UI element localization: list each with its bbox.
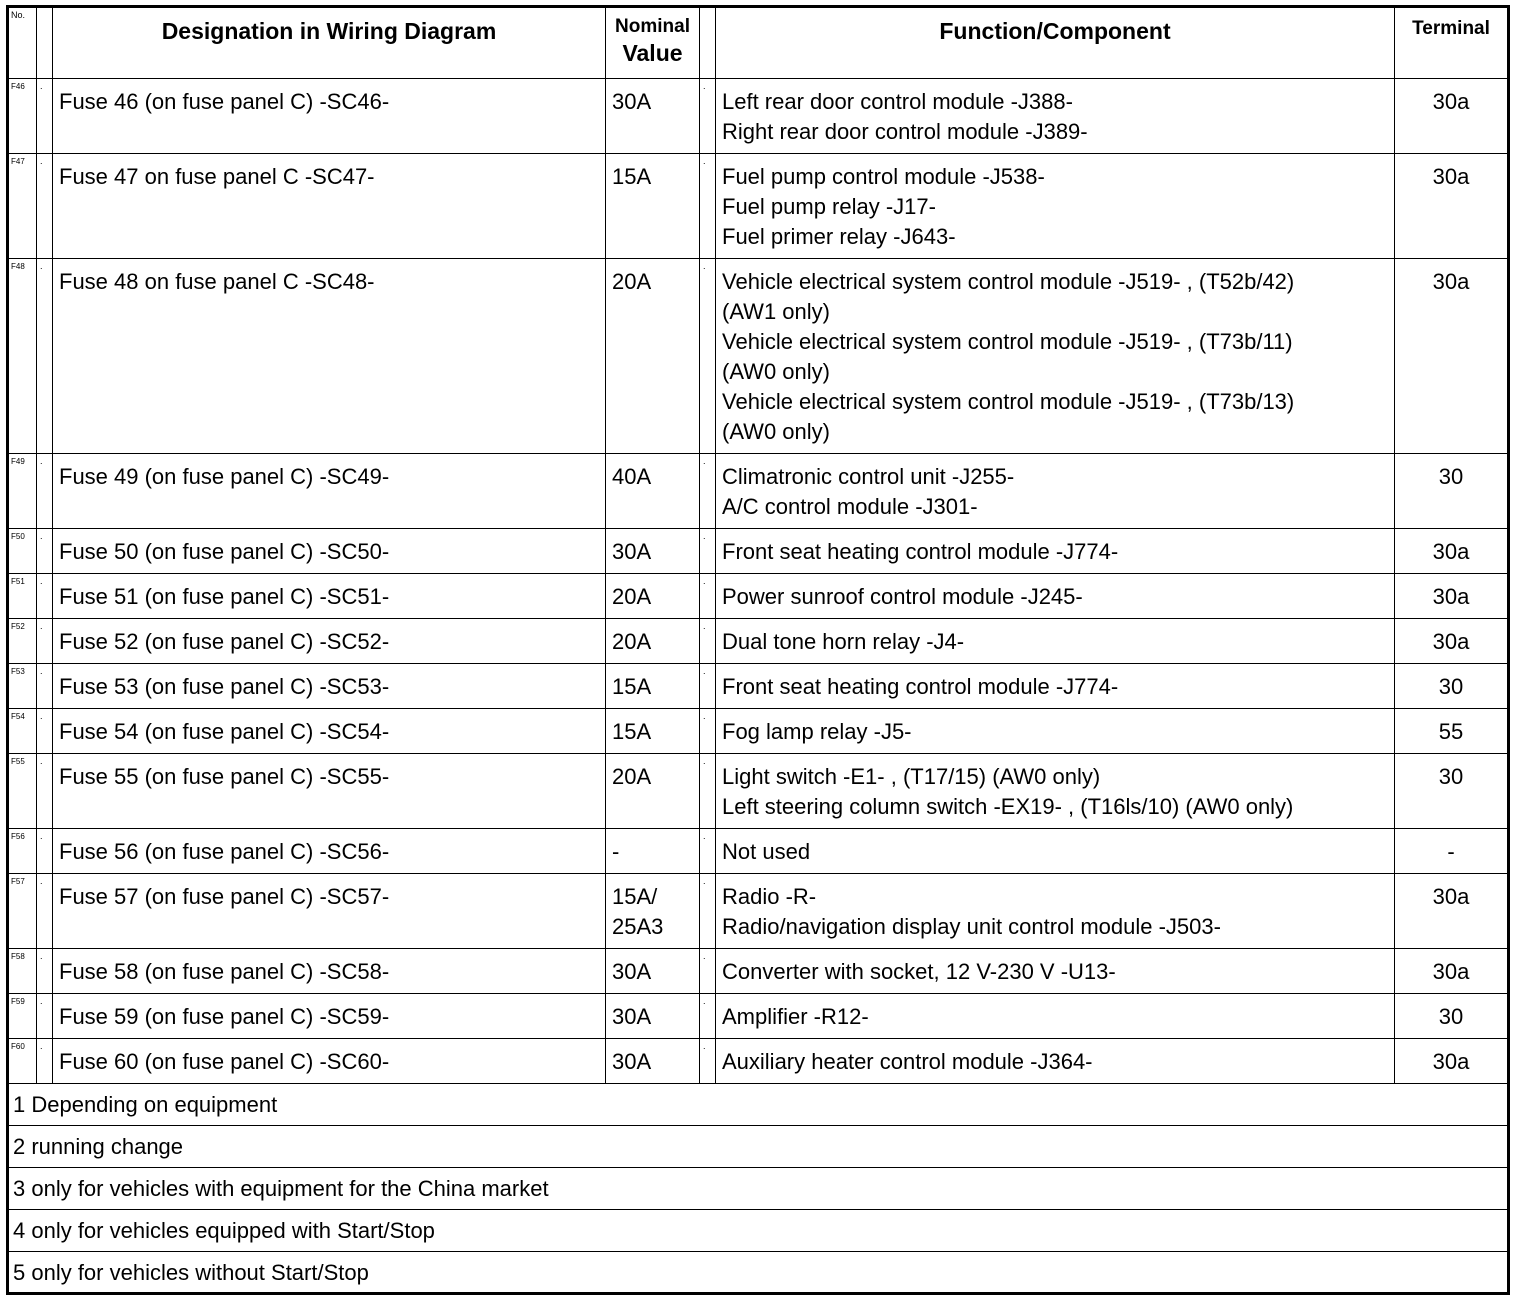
terminal-cell: 30 [1395, 994, 1509, 1039]
nominal-value-line: 30A [612, 959, 652, 984]
designation-cell: Fuse 55 (on fuse panel C) -SC55- [53, 754, 606, 829]
designation-cell: Fuse 51 (on fuse panel C) -SC51- [53, 574, 606, 619]
nominal-value-cell [606, 79, 700, 154]
function-line: Not used [722, 839, 811, 864]
function-line: Converter with socket, 12 V-230 V -U13- [722, 959, 1116, 984]
header-terminal: Terminal [1395, 7, 1509, 79]
table-row [8, 79, 1509, 154]
terminal-cell: 30a [1395, 529, 1509, 574]
fuse-number: F55 [8, 754, 37, 829]
function-line: Fuel pump relay -J17- [722, 194, 936, 219]
designation-cell: Fuse 53 (on fuse panel C) -SC53- [53, 664, 606, 709]
footnote: 4 only for vehicles equipped with Start/Stop [8, 1210, 1509, 1252]
designation-cell: Fuse 47 on fuse panel C -SC47- [53, 154, 606, 259]
designation-cell: Fuse 57 (on fuse panel C) -SC57- [53, 874, 606, 949]
terminal-cell: 30a [1395, 259, 1509, 454]
marker-cell: . [37, 874, 53, 949]
function-line: Power sunroof control module -J245- [722, 584, 1083, 609]
designation-cell: Fuse 48 on fuse panel C -SC48- [53, 259, 606, 454]
nominal-value-line: - [612, 839, 620, 864]
marker-cell: . [37, 994, 53, 1039]
function-line: Climatronic control unit -J255- [722, 464, 1015, 489]
footnote: 3 only for vehicles with equipment for the China market [8, 1168, 1509, 1210]
function-cell [716, 454, 1395, 529]
marker-cell: . [700, 754, 716, 829]
nominal-value-line: 20A [612, 764, 652, 789]
nominal-value-line: 15A [612, 674, 652, 699]
terminal-cell: 30 [1395, 454, 1509, 529]
function-line: Left steering column switch -EX19- , (T16ls/10) (AW0 only) [722, 794, 1294, 819]
nominal-value-cell [606, 949, 700, 994]
nominal-value-line: 15A [612, 719, 652, 744]
table-row [8, 1039, 1509, 1084]
nominal-value-line: 20A [612, 629, 652, 654]
table-row [8, 454, 1509, 529]
terminal-cell: 30 [1395, 754, 1509, 829]
fuse-number: F54 [8, 709, 37, 754]
marker-cell: . [700, 454, 716, 529]
table-row [8, 154, 1509, 259]
function-line: Radio -R- [722, 884, 817, 909]
nominal-value-line: 15A [612, 164, 652, 189]
nominal-value-line: 40A [612, 464, 652, 489]
function-cell [716, 874, 1395, 949]
function-line: Vehicle electrical system control module -J519- , (T73b/13) [722, 389, 1295, 414]
marker-cell: . [700, 1039, 716, 1084]
footnote: 5 only for vehicles without Start/Stop [8, 1252, 1509, 1294]
terminal-cell: 30a [1395, 574, 1509, 619]
function-line: (AW1 only) [722, 299, 830, 324]
marker-cell: . [37, 454, 53, 529]
marker-cell: . [37, 79, 53, 154]
table-row [8, 529, 1509, 574]
marker-cell: . [700, 529, 716, 574]
terminal-cell: 30a [1395, 154, 1509, 259]
fuse-number: F48 [8, 259, 37, 454]
table-row [8, 754, 1509, 829]
footnote-row [8, 1126, 1509, 1168]
nominal-value-cell [606, 619, 700, 664]
marker-cell: . [700, 829, 716, 874]
marker-cell: . [700, 79, 716, 154]
footnote-row [8, 1084, 1509, 1126]
function-line: Left rear door control module -J388- [722, 89, 1073, 114]
marker-cell: . [700, 259, 716, 454]
terminal-cell: 55 [1395, 709, 1509, 754]
footnote-row [8, 1252, 1509, 1294]
function-cell [716, 664, 1395, 709]
nominal-value-cell [606, 529, 700, 574]
function-cell [716, 709, 1395, 754]
nominal-value-cell [606, 994, 700, 1039]
header-nominal: Nominal [615, 16, 690, 37]
function-line: Front seat heating control module -J774- [722, 674, 1119, 699]
marker-cell: . [37, 709, 53, 754]
table-row [8, 949, 1509, 994]
marker-cell: . [700, 709, 716, 754]
fuse-number: F59 [8, 994, 37, 1039]
nominal-value-cell [606, 664, 700, 709]
table-row [8, 994, 1509, 1039]
nominal-value-cell [606, 829, 700, 874]
terminal-cell: 30a [1395, 1039, 1509, 1084]
function-line: Radio/navigation display unit control module -J503- [722, 914, 1221, 939]
terminal-cell: 30a [1395, 874, 1509, 949]
designation-cell: Fuse 60 (on fuse panel C) -SC60- [53, 1039, 606, 1084]
function-line: Light switch -E1- , (T17/15) (AW0 only) [722, 764, 1101, 789]
function-line: Front seat heating control module -J774- [722, 539, 1119, 564]
nominal-value-line: 20A [612, 584, 652, 609]
nominal-value-cell [606, 874, 700, 949]
fuse-number: F51 [8, 574, 37, 619]
footnotes [8, 1084, 1509, 1294]
fuse-table [6, 5, 1510, 1295]
function-line: A/C control module -J301- [722, 494, 978, 519]
function-line: Fog lamp relay -J5- [722, 719, 912, 744]
table-row [8, 619, 1509, 664]
designation-cell: Fuse 49 (on fuse panel C) -SC49- [53, 454, 606, 529]
header-spacer [700, 7, 716, 79]
header-spacer [37, 7, 53, 79]
designation-cell: Fuse 58 (on fuse panel C) -SC58- [53, 949, 606, 994]
function-cell [716, 574, 1395, 619]
marker-cell: . [37, 259, 53, 454]
designation-cell: Fuse 54 (on fuse panel C) -SC54- [53, 709, 606, 754]
header-row [8, 7, 1509, 79]
nominal-value-line: 15A/ [612, 884, 658, 909]
table-row [8, 829, 1509, 874]
function-line: (AW0 only) [722, 419, 830, 444]
table-row [8, 259, 1509, 454]
table-row [8, 709, 1509, 754]
function-cell [716, 529, 1395, 574]
nominal-value-cell [606, 1039, 700, 1084]
function-line: Vehicle electrical system control module -J519- , (T73b/11) [722, 329, 1293, 354]
function-cell [716, 619, 1395, 664]
nominal-value-cell [606, 154, 700, 259]
function-cell [716, 154, 1395, 259]
table-row [8, 874, 1509, 949]
marker-cell: . [700, 874, 716, 949]
table-row [8, 574, 1509, 619]
function-line: Dual tone horn relay -J4- [722, 629, 965, 654]
nominal-value-line: 30A [612, 539, 652, 564]
fuse-number: F50 [8, 529, 37, 574]
designation-cell: Fuse 50 (on fuse panel C) -SC50- [53, 529, 606, 574]
marker-cell: . [37, 664, 53, 709]
function-line: Fuel pump control module -J538- [722, 164, 1045, 189]
marker-cell: . [700, 949, 716, 994]
nominal-value-line: 20A [612, 269, 652, 294]
terminal-cell: 30a [1395, 79, 1509, 154]
terminal-cell: - [1395, 829, 1509, 874]
designation-cell: Fuse 52 (on fuse panel C) -SC52- [53, 619, 606, 664]
terminal-cell: 30a [1395, 619, 1509, 664]
terminal-cell: 30a [1395, 949, 1509, 994]
nominal-value-cell [606, 454, 700, 529]
header-nominal-value [606, 7, 700, 79]
header-designation: Designation in Wiring Diagram [53, 7, 606, 79]
footnote-row [8, 1168, 1509, 1210]
marker-cell: . [700, 994, 716, 1039]
nominal-value-cell [606, 574, 700, 619]
marker-cell: . [700, 664, 716, 709]
function-cell [716, 949, 1395, 994]
function-line: Fuel primer relay -J643- [722, 224, 956, 249]
footnote-row [8, 1210, 1509, 1252]
marker-cell: . [700, 574, 716, 619]
nominal-value-cell [606, 754, 700, 829]
function-cell [716, 829, 1395, 874]
header-function: Function/Component [716, 7, 1395, 79]
designation-cell: Fuse 46 (on fuse panel C) -SC46- [53, 79, 606, 154]
function-line: Vehicle electrical system control module -J519- , (T52b/42) [722, 269, 1295, 294]
fuse-number: F57 [8, 874, 37, 949]
function-line: Auxiliary heater control module -J364- [722, 1049, 1093, 1074]
table-row [8, 664, 1509, 709]
marker-cell: . [37, 829, 53, 874]
nominal-value-line: 30A [612, 1049, 652, 1074]
terminal-cell: 30 [1395, 664, 1509, 709]
marker-cell: . [37, 619, 53, 664]
fuse-rows [8, 79, 1509, 1084]
fuse-number: F58 [8, 949, 37, 994]
marker-cell: . [37, 154, 53, 259]
designation-cell: Fuse 56 (on fuse panel C) -SC56- [53, 829, 606, 874]
function-line: Amplifier -R12- [722, 1004, 869, 1029]
marker-cell: . [37, 529, 53, 574]
function-line: Right rear door control module -J389- [722, 119, 1088, 144]
function-cell [716, 1039, 1395, 1084]
function-line: (AW0 only) [722, 359, 830, 384]
fuse-number: F52 [8, 619, 37, 664]
function-cell [716, 994, 1395, 1039]
fuse-number: F56 [8, 829, 37, 874]
function-cell [716, 259, 1395, 454]
marker-cell: . [37, 574, 53, 619]
nominal-value-line: 30A [612, 1004, 652, 1029]
footnote: 2 running change [8, 1126, 1509, 1168]
fuse-number: F60 [8, 1039, 37, 1084]
marker-cell: . [37, 754, 53, 829]
fuse-number: F47 [8, 154, 37, 259]
nominal-value-cell [606, 709, 700, 754]
fuse-number: F53 [8, 664, 37, 709]
marker-cell: . [700, 154, 716, 259]
marker-cell: . [37, 1039, 53, 1084]
footnote: 1 Depending on equipment [8, 1084, 1509, 1126]
marker-cell: . [37, 949, 53, 994]
fuse-number: F46 [8, 79, 37, 154]
nominal-value-cell [606, 259, 700, 454]
nominal-value-line: 30A [612, 89, 652, 114]
header-value: Value [622, 40, 683, 66]
fuse-number: F49 [8, 454, 37, 529]
function-cell [716, 79, 1395, 154]
marker-cell: . [700, 619, 716, 664]
nominal-value-line: 25A3 [612, 914, 664, 939]
header-no: No. [8, 7, 37, 79]
designation-cell: Fuse 59 (on fuse panel C) -SC59- [53, 994, 606, 1039]
function-cell [716, 754, 1395, 829]
